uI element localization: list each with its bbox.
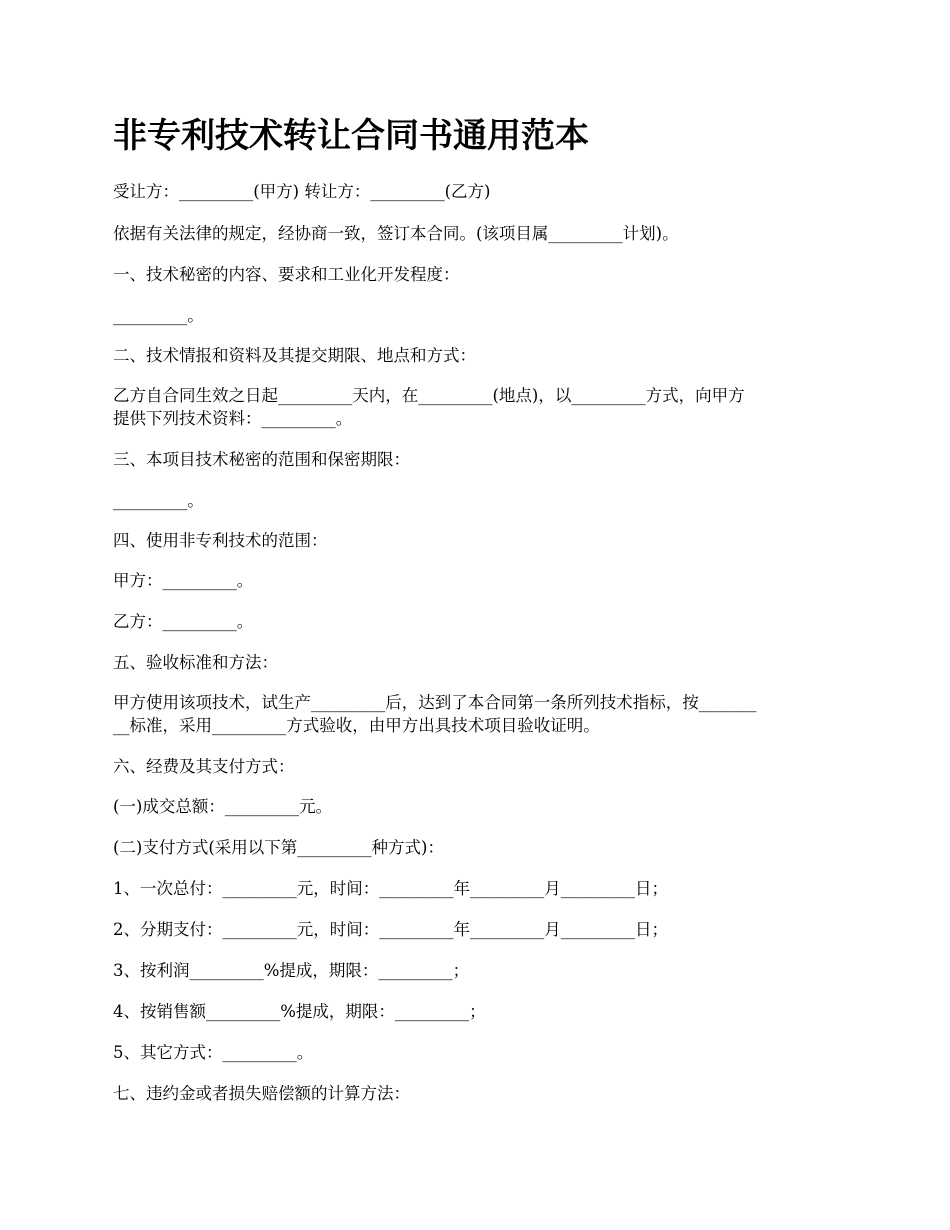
payment-option-2: 2、分期支付：_________元，时间：_________年_________月_________日； <box>113 920 668 939</box>
section-2-heading: 二、技术情报和资料及其提交期限、地点和方式： <box>113 346 476 365</box>
section-2-body-line-1: 乙方自合同生效之日起_________天内，在_________(地点)，以_________方式，向甲方 <box>113 386 745 405</box>
section-5-body-line-2: __标准，采用_________方式验收，由甲方出具技术项目验收证明。 <box>113 716 600 735</box>
section-1-heading: 一、技术秘密的内容、要求和工业化开发程度： <box>113 265 460 284</box>
document-title: 非专利技术转让合同书通用范本 <box>113 116 589 156</box>
payment-option-4: 4、按销售额_________%提成，期限：_________； <box>113 1002 486 1021</box>
section-6-heading: 六、经费及其支付方式： <box>113 757 295 776</box>
section-6-payment-method: (二)支付方式(采用以下第_________种方式)： <box>113 838 444 857</box>
section-2-body-line-2: 提供下列技术资料：_________。 <box>113 409 353 428</box>
section-5-heading: 五、验收标准和方法： <box>113 653 278 672</box>
payment-option-3: 3、按利润_________%提成，期限：_________； <box>113 961 470 980</box>
preamble-paragraph: 依据有关法律的规定，经协商一致，签订本合同。(该项目属_________计划)。 <box>113 224 679 243</box>
section-4-party-a: 甲方：_________。 <box>113 571 254 590</box>
section-3-blank: _________。 <box>113 491 204 510</box>
section-5-body-line-1: 甲方使用该项技术，试生产_________后，达到了本合同第一条所列技术指标，按_______ <box>113 693 757 712</box>
section-4-party-b: 乙方：_________。 <box>113 612 254 631</box>
section-3-heading: 三、本项目技术秘密的范围和保密期限： <box>113 450 410 469</box>
section-4-heading: 四、使用非专利技术的范围： <box>113 531 328 550</box>
section-6-total-amount: (一)成交总额：_________元。 <box>113 797 333 816</box>
payment-option-1: 1、一次总付：_________元，时间：_________年_________月_________日； <box>113 879 668 898</box>
section-1-blank: _________。 <box>113 306 204 325</box>
parties-line: 受让方：_________(甲方) 转让方：_________(乙方) <box>113 182 491 201</box>
section-7-heading: 七、违约金或者损失赔偿额的计算方法： <box>113 1084 410 1103</box>
payment-option-5: 5、其它方式：_________。 <box>113 1043 314 1062</box>
